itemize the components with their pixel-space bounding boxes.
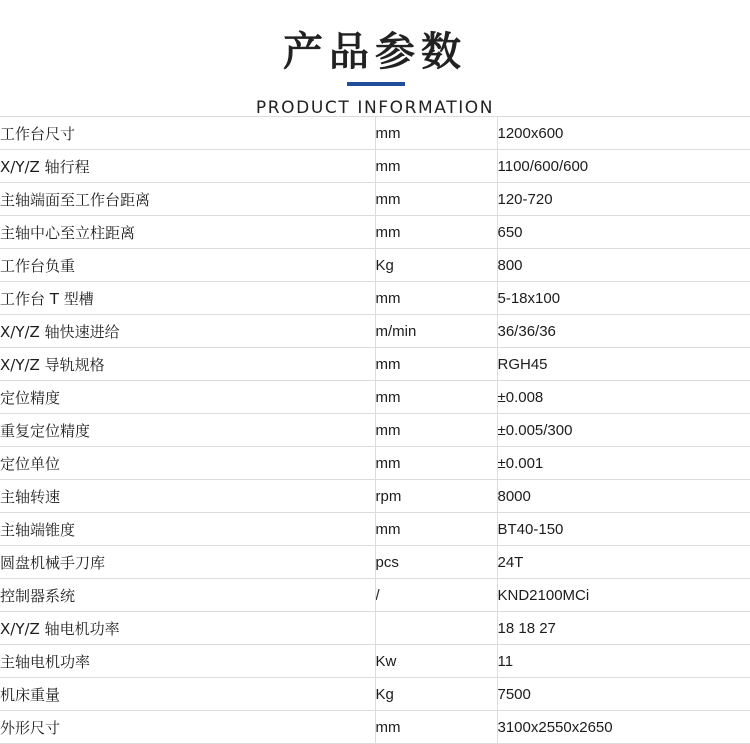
table-row xyxy=(0,381,750,414)
table-row xyxy=(0,645,750,678)
table-row xyxy=(0,315,750,348)
table-row xyxy=(0,117,750,150)
param-value: 8000 xyxy=(497,480,750,513)
param-name: 圆盘机械手刀库 xyxy=(0,546,375,579)
param-unit: mm xyxy=(375,414,497,447)
param-unit: mm xyxy=(375,711,497,744)
param-unit: m/min xyxy=(375,315,497,348)
param-value: 1200x600 xyxy=(497,117,750,150)
param-value: ±0.005/300 xyxy=(497,414,750,447)
param-name: 工作台负重 xyxy=(0,249,375,282)
page-subtitle: PRODUCT INFORMATION xyxy=(255,98,495,118)
table-row xyxy=(0,447,750,480)
param-unit: pcs xyxy=(375,546,497,579)
param-value: KND2100MCi xyxy=(497,579,750,612)
param-value: 36/36/36 xyxy=(497,315,750,348)
param-unit: mm xyxy=(375,381,497,414)
parameter-table xyxy=(0,116,750,744)
table-row xyxy=(0,150,750,183)
param-name: 工作台 T 型槽 xyxy=(0,282,375,315)
param-name: X/Y/Z 导轨规格 xyxy=(0,348,375,381)
param-value: 7500 xyxy=(497,678,750,711)
table-row xyxy=(0,348,750,381)
param-unit: Kg xyxy=(375,678,497,711)
table-row xyxy=(0,711,750,744)
param-name: 重复定位精度 xyxy=(0,414,375,447)
param-value: RGH45 xyxy=(497,348,750,381)
param-value: 5-18x100 xyxy=(497,282,750,315)
table-row xyxy=(0,678,750,711)
param-name: 主轴电机功率 xyxy=(0,645,375,678)
page-title: 产品参数 xyxy=(283,29,467,75)
param-unit: Kg xyxy=(375,249,497,282)
parameter-table-body xyxy=(0,117,750,744)
param-value: 1100/600/600 xyxy=(497,150,750,183)
table-row xyxy=(0,183,750,216)
param-name: X/Y/Z 轴行程 xyxy=(0,150,375,183)
param-unit: mm xyxy=(375,150,497,183)
param-value: 24T xyxy=(497,546,750,579)
table-row xyxy=(0,249,750,282)
param-name: 主轴转速 xyxy=(0,480,375,513)
param-unit: mm xyxy=(375,447,497,480)
table-row xyxy=(0,546,750,579)
param-name: 机床重量 xyxy=(0,678,375,711)
param-name: X/Y/Z 轴电机功率 xyxy=(0,612,375,645)
param-unit: mm xyxy=(375,117,497,150)
param-value: ±0.008 xyxy=(497,381,750,414)
param-name: 工作台尺寸 xyxy=(0,117,375,150)
table-row xyxy=(0,480,750,513)
param-name: 定位精度 xyxy=(0,381,375,414)
param-value: 800 xyxy=(497,249,750,282)
table-row xyxy=(0,414,750,447)
param-value: ±0.001 xyxy=(497,447,750,480)
table-row xyxy=(0,612,750,645)
param-unit: rpm xyxy=(375,480,497,513)
param-name: X/Y/Z 轴快速进给 xyxy=(0,315,375,348)
param-name: 主轴端锥度 xyxy=(0,513,375,546)
param-value: 11 xyxy=(497,645,750,678)
param-unit: mm xyxy=(375,216,497,249)
param-unit: / xyxy=(375,579,497,612)
param-unit: mm xyxy=(375,348,497,381)
param-value: BT40-150 xyxy=(497,513,750,546)
table-row xyxy=(0,216,750,249)
table-row xyxy=(0,282,750,315)
param-unit: mm xyxy=(375,513,497,546)
param-name: 主轴中心至立柱距离 xyxy=(0,216,375,249)
title-accent-bar xyxy=(347,82,405,86)
param-value: 650 xyxy=(497,216,750,249)
param-value: 3100x2550x2650 xyxy=(497,711,750,744)
param-name: 定位单位 xyxy=(0,447,375,480)
param-value: 120-720 xyxy=(497,183,750,216)
param-name: 主轴端面至工作台距离 xyxy=(0,183,375,216)
table-row xyxy=(0,579,750,612)
param-unit: Kw xyxy=(375,645,497,678)
param-name: 外形尺寸 xyxy=(0,711,375,744)
param-unit xyxy=(375,612,497,645)
param-value: 18 18 27 xyxy=(497,612,750,645)
table-row xyxy=(0,513,750,546)
param-unit: mm xyxy=(375,183,497,216)
param-unit: mm xyxy=(375,282,497,315)
param-name: 控制器系统 xyxy=(0,579,375,612)
